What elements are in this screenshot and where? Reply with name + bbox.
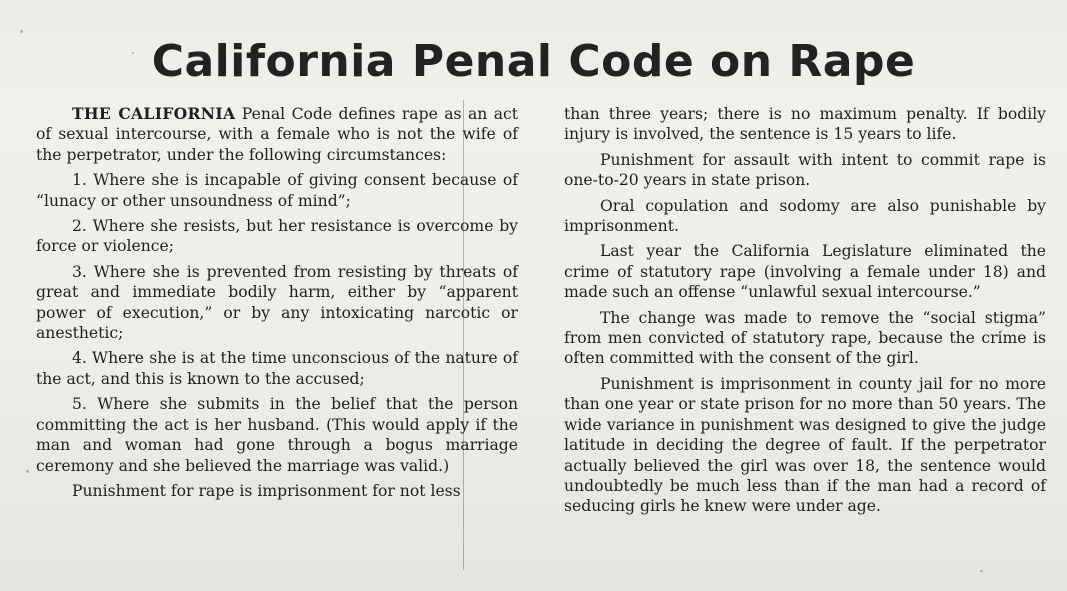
paragraph: Punishment for rape is imprisonment for not less	[72, 481, 461, 500]
paragraph: 2. Where she resists, but her resistance is overcome by force or violence;	[36, 217, 518, 256]
paragraph: than three years; there is no maximum penalty. If bodily injury is involved, the sentence is 15 years to life.	[564, 105, 1046, 144]
ink-speck	[1000, 330, 1002, 332]
left-column	[36, 104, 518, 506]
paragraph: 4. Where she is at the time unconscious of the nature of the act, and this is known to the accused;	[36, 349, 518, 388]
paragraph-text: Penal Code defines rape as an act of sexual intercourse, with a female who is not the wife of the perpetrator, under the following circumstances:	[36, 105, 518, 164]
paragraph: 3. Where she is prevented from resisting by threats of great and immediate bodily harm, either by “apparent power of execution,” or by any intoxicating narcotic or anesthetic;	[36, 262, 518, 343]
ink-speck	[980, 570, 983, 572]
paragraph: 1. Where she is incapable of giving consent because of “lunacy or other unsoundness of mind”;	[36, 171, 518, 210]
paragraph: 5. Where she submits in the belief that the person committing the act is her husband. (This would apply if the man and woman had gone through a bogus marriage ceremony and she believed the marriage was valid.)	[36, 395, 518, 475]
lead-in: THE CALIFORNIA	[72, 104, 236, 123]
headline: California Penal Code on Rape	[151, 36, 916, 87]
right-column	[564, 104, 1046, 522]
paragraph: The change was made to remove the “social stigma” from men convicted of statutory rape, because the crime is often committed with the consent of the girl.	[564, 308, 1046, 368]
paragraph: Punishment is imprisonment in county jail for no more than one year or state prison for no more than 50 years. The wide variance in punishment was designed to give the judge latitude in deciding the degree of fault. If the perpetrator actually believed the girl was over 18, the sentence would undoubtedly be much less than if the man had a record of seducing girls he knew were under age.	[564, 374, 1046, 516]
ink-speck	[20, 30, 23, 33]
ink-speck	[26, 470, 29, 473]
paragraph: Last year the California Legislature eliminated the crime of statutory rape (involving a female under 18) and made such an offense “unlawful sexual intercourse.”	[564, 242, 1046, 302]
ink-speck	[132, 52, 134, 54]
paragraph: Oral copulation and sodomy are also punishable by imprisonment.	[564, 196, 1046, 236]
paragraph: Punishment for assault with intent to commit rape is one-to-20 years in state prison.	[564, 150, 1046, 190]
paragraph	[36, 104, 518, 165]
